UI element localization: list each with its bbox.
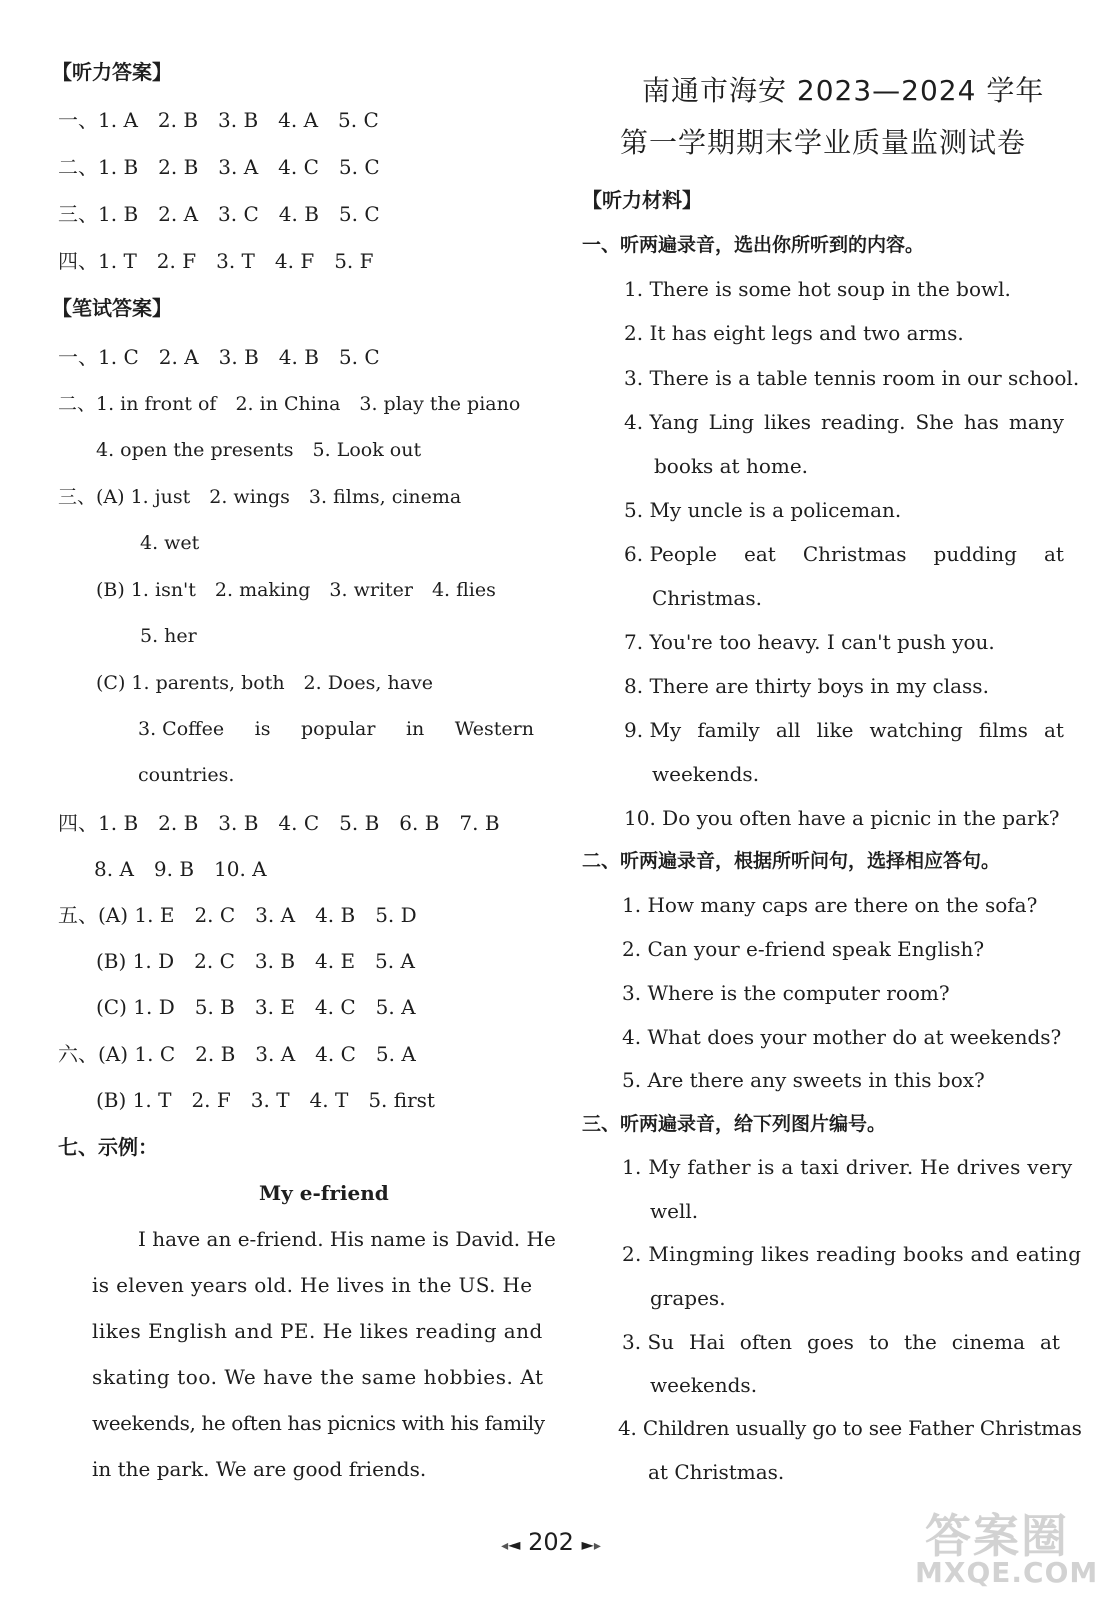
section-1-heading: 一、听两遍录音，选出你所听到的内容。 [582,234,925,256]
listening-answer-line-4: 四、1. T 2. F 3. T 4. F 5. F [58,249,374,273]
watermark-text-top: 答案圈 [925,1509,1069,1563]
essay-line-2: is eleven years old. He lives in the US. He [92,1273,533,1297]
written-answer-s5c: (C) 1. D 5. B 3. E 4. C 5. A [96,995,416,1019]
sec1-item-6 [624,542,1064,566]
listening-answer-line-3: 三、1. B 2. A 3. C 4. B 5. C [58,202,380,226]
word: is [254,718,271,740]
written-answers-heading: 【笔试答案】 [52,296,172,320]
word: watching [869,718,963,742]
sec1-item-7: 7. You're too heavy. I can't push you. [624,630,995,654]
sec1-item-2: 2. It has eight legs and two arms. [624,321,964,345]
sec1-item-1: 1. There is some hot soup in the bowl. [624,277,1011,301]
watermark-logo [915,1500,1099,1590]
written-answer-s3a: 三、(A) 1. just 2. wings 3. films, cinema [58,486,462,508]
written-answer-s3c3: countries. [138,764,235,786]
word: at [1044,542,1064,566]
essay-line-3: likes English and PE. He likes reading and [92,1319,543,1343]
word: eat [744,542,776,566]
section-3-heading: 三、听两遍录音，给下列图片编号。 [582,1113,887,1135]
listening-answer-line-1: 一、1. A 2. B 3. B 4. A 5. C [58,108,379,132]
essay-line-4: skating too. We have the same hobbies. At [92,1365,544,1389]
written-answer-s3b2: 5. her [140,625,197,647]
page-number: 202 [528,1528,574,1556]
essay-line-5: weekends, he often has picnics with his family [92,1411,545,1435]
word: 3. Su [622,1330,675,1354]
written-answer-s1: 一、1. C 2. A 3. B 4. B 5. C [58,345,380,369]
prev-arrow-icon: ◄ [508,1535,521,1554]
small-right-arrow-icon: ▸ [593,1538,601,1554]
word: Christmas [802,542,907,566]
exam-title-line-2: 第一学期期末学业质量监测试卷 [620,126,1027,159]
written-answer-s2a: 二、1. in front of 2. in China 3. play the piano [58,393,521,415]
listening-answer-line-2: 二、1. B 2. B 3. A 4. C 5. C [58,155,380,179]
sec3-item-4-cont: at Christmas. [648,1460,785,1484]
sec1-item-3: 3. There is a table tennis room in our school. [624,366,1080,390]
written-answer-s3a2: 4. wet [140,532,200,554]
word: in [405,718,425,740]
word: the [904,1330,937,1354]
sec3-item-2-cont: grapes. [650,1286,726,1310]
word: often [739,1330,792,1354]
sec3-item-1: 1. My father is a taxi driver. He drives very [622,1155,1073,1179]
word: Ling [708,410,755,434]
word: many [1008,410,1064,434]
word: likes [763,410,811,434]
essay-line-6: in the park. We are good friends. [92,1457,427,1481]
word: goes [807,1330,854,1354]
word: popular [300,718,376,740]
written-answer-s6b: (B) 1. T 2. F 3. T 4. T 5. first [96,1088,435,1112]
essay-title: My e-friend [259,1181,389,1205]
sec1-item-10: 10. Do you often have a picnic in the park? [624,806,1060,830]
word: films [978,718,1028,742]
written-answer-s5b: (B) 1. D 2. C 3. B 4. E 5. A [96,949,415,973]
word: 4. Yang [624,410,699,434]
sec1-item-8: 8. There are thirty boys in my class. [624,674,989,698]
sec2-item-4: 4. What does your mother do at weekends? [622,1025,1062,1049]
word: Western [454,718,534,740]
essay-text: I have an e-friend. His name is David. He [138,1227,556,1251]
word: at [1040,1330,1060,1354]
word: family [697,718,760,742]
next-arrow-icon: ► [581,1535,594,1554]
sec3-item-1-cont: well. [650,1199,699,1223]
word: 6. People [624,542,717,566]
written-answer-s7: 七、示例： [58,1135,158,1159]
essay-line-1 [92,1227,556,1251]
sec2-item-2: 2. Can your e-friend speak English? [622,937,985,961]
listening-answers-heading: 【听力答案】 [52,60,172,84]
section-2-heading: 二、听两遍录音，根据所听问句，选择相应答句。 [582,850,1001,872]
word: reading. [820,410,906,434]
written-answer-s3c2 [138,717,534,741]
sec3-item-4: 4. Children usually go to see Father Christmas [618,1416,1082,1440]
word: pudding [933,542,1017,566]
sec1-item-5: 5. My uncle is a policeman. [624,498,902,522]
word: all [775,718,801,742]
sec1-item-9-cont: weekends. [652,762,760,786]
word: cinema [951,1330,1025,1354]
sec2-item-3: 3. Where is the computer room? [622,981,950,1005]
written-answer-s4b: 8. A 9. B 10. A [94,857,267,881]
written-answer-s6a: 六、(A) 1. C 2. B 3. A 4. C 5. A [58,1042,416,1066]
written-answer-s5a: 五、(A) 1. E 2. C 3. A 4. B 5. D [58,903,417,927]
watermark-text-bottom: MXQE.COM [915,1556,1099,1589]
sec2-item-1: 1. How many caps are there on the sofa? [622,893,1038,917]
word: has [963,410,999,434]
word: like [816,718,854,742]
word: at [1043,718,1064,742]
sec3-item-3 [622,1330,1060,1354]
exam-title-line-1: 南通市海安 2023—2024 学年 [642,74,1045,107]
sec3-item-2: 2. Mingming likes reading books and eating [622,1242,1082,1266]
sec2-item-5: 5. Are there any sweets in this box? [622,1068,985,1092]
written-answer-s4a: 四、1. B 2. B 3. B 4. C 5. B 6. B 7. B [58,811,500,835]
listening-materials-heading: 【听力材料】 [582,188,702,212]
sec1-item-6-cont: Christmas. [652,586,762,610]
word: 9. My [624,718,682,742]
sec1-item-4-cont: books at home. [654,454,809,478]
written-answer-s3b: (B) 1. isn't 2. making 3. writer 4. flies [96,579,496,601]
word: She [915,410,954,434]
word: 3. Coffee [138,718,225,740]
sec1-item-4 [624,410,1064,434]
small-left-arrow-icon: ◂ [501,1538,509,1554]
written-answer-s2b: 4. open the presents 5. Look out [96,439,422,461]
sec1-item-9 [624,718,1064,742]
word: Hai [689,1330,725,1354]
word: to [868,1330,890,1354]
sec3-item-3-cont: weekends. [650,1373,758,1397]
written-answer-s3c: (C) 1. parents, both 2. Does, have [96,672,434,694]
